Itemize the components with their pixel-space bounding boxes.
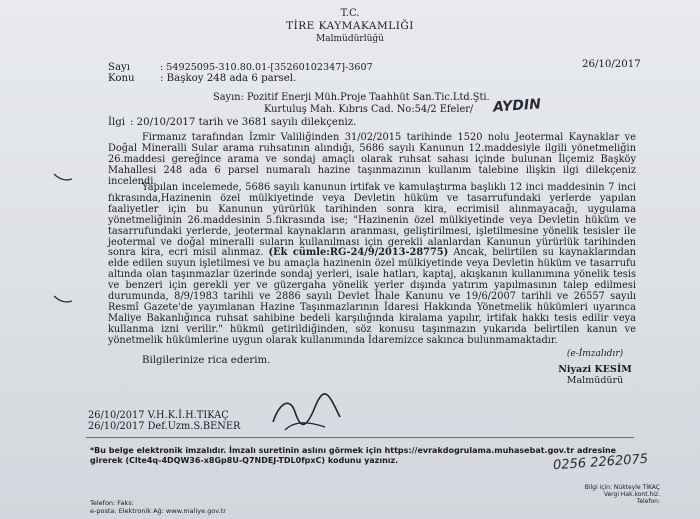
footer-eposta: e-posta: Elektronik Ağ: www.maliye.gov.tr <box>90 507 226 515</box>
document-date: 26/10/2017 <box>582 59 641 70</box>
right-info-block <box>580 484 660 505</box>
addressee-handwritten-city: AYDIN <box>492 96 542 116</box>
right-info-1: Bilgi için: Nükteyle TİKAÇ <box>584 484 660 491</box>
margin-mark-icon <box>52 292 74 306</box>
verify-note: *Bu belge elektronik imzalıdır. İmzalı suretinin aslını görmek için https://evrakdogrulama.muhasebat.gov.tr adresine girerek (Clte4q-4DQW36-x8Gp8U-Q7NDEJ-TDL0fpxC) kodunu yazınız. <box>90 446 617 465</box>
sayi-label: Sayı <box>108 62 131 73</box>
header-office: TİRE KAYMAKAMLIĞI <box>286 20 414 32</box>
right-info-3: Telefon: <box>636 498 660 505</box>
signature-block <box>540 349 650 386</box>
margin-mark-icon <box>52 170 74 184</box>
header-unit: Malmüdürlüğü <box>316 34 384 44</box>
ilgi-label: İlgi <box>108 117 126 128</box>
body-paragraph-2-part-b: Ancak, belirtilen su kaynaklarından elde edilen suyun işletilmesi ve bu amaçla hazinenin özel mülkiyetinde veya Devletin hüküm ve tasarrufu altında olan taşınmazlar üzerinde sondaj yerleri, isale hatları, kaptaj, akışkanın kullanımına yönelik tesis ve benzeri için gerekli yer ve güzergaha yönelik yerler dışında yatırım yapılmasının talep edilmesi durumunda, 8/9/1983 tarihli ve 2886 sayılı Devlet İhale Kanunu ve 19/6/2007 tarihli ve 26557 sayılı Resmî Gazete'de yayımlanan Hazine Taşınmazlarının İdaresi Hakkında Yönetmelik hükümleri uyarınca Maliye Bakanlığınca ruhsat sahibine bedeli karşılığında kiralama yapılır, irtifak hakkı tesis edilir veya kullanma izni verilir." hükmü getirildiğinden, söz konusu taşınmazın yukarıda belirtilen kanun ve yönetmelik hükümlerine uygun olarak kullanımında İdaremizce sakınca bulunmamaktadır. <box>108 247 636 346</box>
right-info-2: Vergi Hak.kont.hiz. <box>603 491 660 498</box>
signatory-title: Malmüdürü <box>566 375 624 386</box>
sayi-value: : 54925095-310.80.01-[35260102347]-3607 <box>160 62 373 73</box>
addressee-line2: Kurtuluş Mah. Kıbrıs Cad. No:54/2 Efeler/ <box>264 104 474 115</box>
footer-tel: Telefon: Faks: <box>90 499 134 507</box>
paraph-line-2: 26/10/2017 Def.Uzm.S.BENER <box>88 421 241 432</box>
footer-divider <box>86 437 634 438</box>
handwritten-initials-icon <box>270 392 345 437</box>
e-imza-note: (e-İmzalıdır) <box>566 349 624 359</box>
body-paragraph-2 <box>108 183 636 347</box>
paraph-line-1: 26/10/2017 V.H.K.İ.H.TIKAÇ <box>88 410 229 421</box>
header-tc: T.C. <box>340 8 360 19</box>
body-paragraph-2-bold: (Ek cümle:RG-24/9/2013-28775) <box>268 247 449 259</box>
ilgi-value: : 20/10/2017 tarih ve 3681 sayılı dilekçeniz. <box>130 117 357 128</box>
body-paragraph-2-part-a: Yapılan incelemede, 5686 sayılı kanunun irtifak ve kamulaştırma başlıklı 12 inci maddesinin 7 inci fıkrasında,Hazinenin özel mülkiyetinde veya Devletin hüküm ve tasarrufundaki yerlerde yapılan faaliyetler için bu Kanunun yürürlük tarihinden sonra kira, ecrimisil alınmayacağı, uygulama yönetmeliğinin 26.maddesinin 5.fıkrasında ise; "Hazinenin özel mülkiyetinde veya Devletin hüküm ve tasarrufundaki yerlerde, jeotermal kaynakların aranması, geliştirilmesi, işletilmesine yönelik tesisler ile jeotermal ve doğal mineralli suların kullanılması için gerekli alanlardan Kanunun yürürlük tarihinden sonra kira, ecri misil alınmaz. <box>108 182 636 259</box>
closing-line: Bilgilerinize rica ederim. <box>142 355 271 366</box>
handwritten-phone: 0256 2262075 <box>552 451 649 474</box>
konu-label: Konu <box>108 73 135 84</box>
konu-value: : Başkoy 248 ada 6 parsel. <box>160 73 297 84</box>
addressee-line1: Sayın: Pozitif Enerji Müh.Proje Taahhüt San.Tic.Ltd.Şti. <box>213 92 490 103</box>
body-paragraph-1: Firmanız tarafından İzmir Valiliğinden 31/02/2015 tarihinde 1520 nolu Jeotermal Kaynaklar ve Doğal Mineralli Sular arama ruhsatının alındığı, 5686 sayılı Kanunun 12.maddesiyle ilgili yönetmeliğin 26.maddesi gereğince arama ve sondaj amaçlı olarak ruhsat sahası içinde bulunan İlçemiz Başköy Mahallesi 248 ada 6 parsel numaralı hazine taşınmazının kullanım talebine ilişkin ilgi dilekçeniz incelendi. <box>108 132 636 187</box>
signatory-name: Niyazi KESİM <box>558 364 632 375</box>
